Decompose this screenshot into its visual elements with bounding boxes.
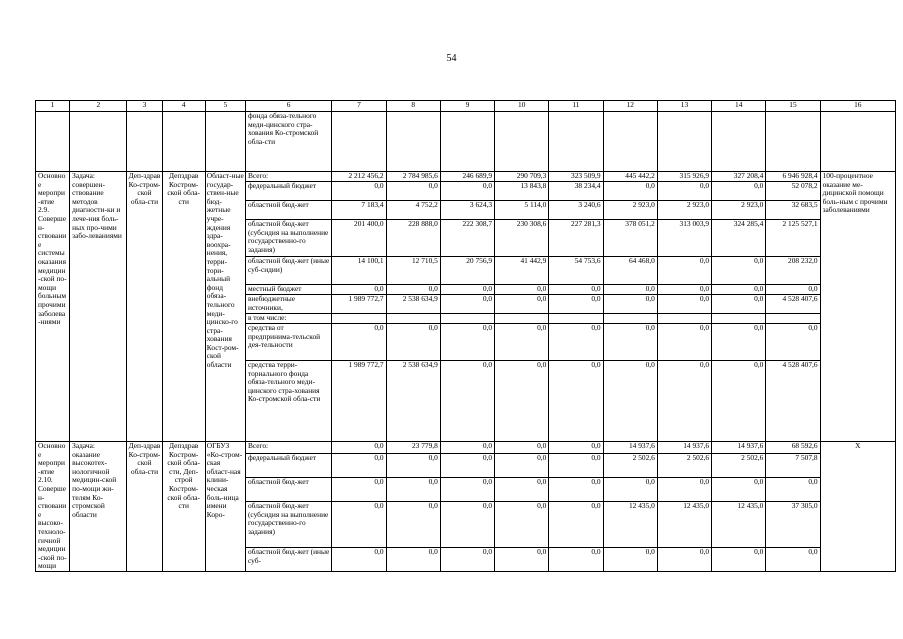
year-value-cell [712,314,766,324]
year-value-cell: 0,0 [440,324,494,361]
year-value-cell: 0,0 [657,182,711,201]
column-number: 10 [495,101,549,112]
funding-source: средства терри-ториального фонда обяза-тельного меди-цинского стра-хования Ко-стромской обла-сти [245,361,331,442]
funding-source: областной бюд-жет (иные суб-сидии) [245,257,331,285]
year-value-cell: 313 003,9 [657,220,711,257]
year-value-cell: 0,0 [549,501,603,547]
year-value-cell: 0,0 [603,361,657,442]
column-number: 16 [820,101,895,112]
column-number: 12 [603,101,657,112]
year-value-cell: 0,0 [495,454,549,478]
year-value-cell [495,314,549,324]
year-value-cell: 2 538 634,9 [386,295,440,314]
year-value-cell [440,314,494,324]
year-value-cell: 0,0 [332,548,386,572]
column-number: 1 [36,101,70,112]
year-value-cell: 2 784 985,6 [386,172,440,182]
year-value-cell: 0,0 [386,454,440,478]
task-description: Задача: оказание высокотех-нологичной медицин-ской по-мощи жи-телям Ко-стромской области [70,442,127,572]
table-row [36,172,896,182]
year-value-cell: 23 779,8 [386,442,440,454]
participants: ОГБУЗ «Ко-стром-ская област-ная клини-ческая боль-ница имени Коро- [205,442,245,572]
total-cell: 0,0 [766,324,820,361]
year-value-cell: 14 937,6 [603,442,657,454]
year-value-cell: 0,0 [712,324,766,361]
table-row [36,442,896,454]
year-value-cell: 378 051,2 [603,220,657,257]
year-value-cell: 5 114,0 [495,201,549,220]
total-cell: 0,0 [766,285,820,295]
funding-source: федеральный бюджет [245,454,331,478]
year-value-cell: 327 208,4 [712,172,766,182]
responsible-executor: Деп-здрав Ко-стром-ской обла-сти [127,442,162,572]
year-value-cell: 1 989 772,7 [332,361,386,442]
budget-table [35,100,896,572]
year-value-cell [657,314,711,324]
year-value-cell: 0,0 [549,361,603,442]
year-value-cell: 13 843,8 [495,182,549,201]
year-value-cell: 54 753,6 [549,257,603,285]
year-value-cell: 228 888,0 [386,220,440,257]
year-value-cell: 0,0 [332,501,386,547]
year-value-cell: 0,0 [495,285,549,295]
total-cell: 4 528 407,6 [766,361,820,442]
year-value-cell: 0,0 [386,285,440,295]
year-value-cell: 2 923,0 [603,201,657,220]
participants: Област-ные государ-ствен-ные бюд-жетные учре-ждения здра-воохра-нения, терри-тори-альный фонд обяза-тельного меди-цинско-го стра-хования Кост-ром-ской области [205,172,245,442]
year-value-cell: 0,0 [603,548,657,572]
total-cell: 4 528 407,6 [766,295,820,314]
funding-source: в том числе: [245,314,331,324]
year-value-cell: 0,0 [549,454,603,478]
total-cell: 2 125 527,1 [766,220,820,257]
year-value-cell: 2 212 456,2 [332,172,386,182]
year-value-cell: 222 308,7 [440,220,494,257]
year-value-cell: 0,0 [495,324,549,361]
year-value-cell: 41 442,9 [495,257,549,285]
year-value-cell: 2 502,6 [603,454,657,478]
funding-source: средства от предпринима-тельской дея-тельности [245,324,331,361]
year-value-cell: 0,0 [603,182,657,201]
year-value-cell: 0,0 [440,478,494,502]
funding-source: федеральный бюджет [245,182,331,201]
year-value-cell: 0,0 [332,324,386,361]
funding-source: Всего: [245,172,331,182]
column-number: 13 [657,101,711,112]
year-value-cell: 230 308,6 [495,220,549,257]
co-executor: Депздрав Костром-ской обла-сти [162,172,205,442]
year-value-cell: 0,0 [495,295,549,314]
column-number: 5 [205,101,245,112]
year-value-cell: 2 502,6 [712,454,766,478]
year-value-cell: 0,0 [495,361,549,442]
year-value-cell: 0,0 [603,295,657,314]
column-number: 11 [549,101,603,112]
year-value-cell: 0,0 [657,478,711,502]
total-cell: 7 507,8 [766,454,820,478]
year-value-cell: 0,0 [657,361,711,442]
year-value-cell: 12 435,0 [712,501,766,547]
continuation-row [36,112,896,172]
expected-result: 100-процентное оказание ме-дицинской помощи боль-ным с прочими заболеваниями [820,172,895,442]
year-value-cell: 14 937,6 [712,442,766,454]
year-value-cell: 0,0 [495,548,549,572]
year-value-cell: 0,0 [603,285,657,295]
column-number: 15 [766,101,820,112]
year-value-cell: 0,0 [440,285,494,295]
year-value-cell: 20 756,9 [440,257,494,285]
column-number: 7 [332,101,386,112]
co-executor: Депздрав Костром-ской обла-сти, Деп-строй Костром-ской обла-сти [162,442,205,572]
year-value-cell: 1 989 772,7 [332,295,386,314]
year-value-cell: 14 937,6 [657,442,711,454]
year-value-cell: 0,0 [386,548,440,572]
year-value-cell: 0,0 [332,285,386,295]
expected-result: Х [820,442,895,572]
year-value-cell: 0,0 [657,324,711,361]
year-value-cell: 0,0 [386,182,440,201]
year-value-cell: 0,0 [603,478,657,502]
funding-source: областной бюд-жет (иные суб- [245,548,331,572]
column-number: 9 [440,101,494,112]
year-value-cell: 0,0 [332,478,386,502]
column-number: 4 [162,101,205,112]
total-cell [766,314,820,324]
year-value-cell: 324 285,4 [712,220,766,257]
year-value-cell [549,314,603,324]
year-value-cell: 0,0 [440,361,494,442]
year-value-cell: 0,0 [386,478,440,502]
total-cell: 6 946 928,4 [766,172,820,182]
year-value-cell: 38 234,4 [549,182,603,201]
year-value-cell: 201 400,0 [332,220,386,257]
column-number: 2 [70,101,127,112]
year-value-cell: 0,0 [712,295,766,314]
year-value-cell: 0,0 [386,324,440,361]
year-value-cell: 12 435,0 [657,501,711,547]
total-cell: 0,0 [766,478,820,502]
year-value-cell: 0,0 [657,295,711,314]
year-value-cell: 0,0 [657,285,711,295]
total-cell: 32 683,5 [766,201,820,220]
year-value-cell: 0,0 [712,257,766,285]
year-value-cell: 4 752,2 [386,201,440,220]
year-value-cell: 14 100,1 [332,257,386,285]
year-value-cell: 0,0 [549,478,603,502]
measure-name: Основное меропри-ятие 2.9. Совершен-ствование системы оказания медицин-ской по-мощи больным прочими заболева-ниями [36,172,70,442]
year-value-cell: 0,0 [657,548,711,572]
column-number: 14 [712,101,766,112]
year-value-cell: 227 281,3 [549,220,603,257]
year-value-cell: 7 183,4 [332,201,386,220]
task-description: Задача: совершен-ствование методов диагности-ки и лече-ния боль-ных про-чими забо-леваниями [70,172,127,442]
year-value-cell: 2 502,6 [657,454,711,478]
funding-source: внебюджетные источники, [245,295,331,314]
year-value-cell: 0,0 [549,442,603,454]
year-value-cell: 0,0 [332,442,386,454]
year-value-cell: 0,0 [712,361,766,442]
year-value-cell: 0,0 [712,478,766,502]
year-value-cell: 2 538 634,9 [386,361,440,442]
total-cell: 0,0 [766,548,820,572]
year-value-cell: 0,0 [549,285,603,295]
year-value-cell: 0,0 [440,295,494,314]
year-value-cell: 0,0 [712,285,766,295]
year-value-cell: 0,0 [712,548,766,572]
column-number: 3 [127,101,162,112]
year-value-cell: 12 710,5 [386,257,440,285]
year-value-cell: 0,0 [549,548,603,572]
year-value-cell: 0,0 [440,548,494,572]
funding-source: областной бюд-жет [245,478,331,502]
year-value-cell: 0,0 [712,182,766,201]
year-value-cell: 0,0 [386,501,440,547]
total-cell: 52 078,2 [766,182,820,201]
year-value-cell: 246 689,9 [440,172,494,182]
year-value-cell: 3 624,3 [440,201,494,220]
total-cell: 208 232,0 [766,257,820,285]
year-value-cell: 0,0 [332,182,386,201]
year-value-cell: 0,0 [440,501,494,547]
total-cell: 37 305,0 [766,501,820,547]
year-value-cell: 0,0 [657,257,711,285]
year-value-cell: 0,0 [332,454,386,478]
total-cell: 68 592,6 [766,442,820,454]
year-value-cell: 323 509,9 [549,172,603,182]
page-number: 54 [446,53,457,64]
year-value-cell: 0,0 [495,501,549,547]
year-value-cell: 290 709,3 [495,172,549,182]
year-value-cell: 2 923,0 [657,201,711,220]
funding-source: местный бюджет [245,285,331,295]
funding-source: областной бюд-жет (субсидия на выполнение государственно-го задания) [245,220,331,257]
funding-source: областной бюд-жет [245,201,331,220]
responsible-executor: Деп-здрав Ко-стром-ской обла-сти [127,172,162,442]
column-number: 8 [386,101,440,112]
year-value-cell: 0,0 [495,442,549,454]
year-value-cell: 0,0 [440,442,494,454]
year-value-cell: 315 926,9 [657,172,711,182]
year-value-cell: 64 468,0 [603,257,657,285]
funding-source: фонда обяза-тельного меди-цинского стра-хования Ко-стромской обла-сти [245,112,331,172]
year-value-cell: 0,0 [440,454,494,478]
year-value-cell [603,314,657,324]
funding-source: областной бюд-жет (субсидия на выполнение государственно-го задания) [245,501,331,547]
year-value-cell: 0,0 [549,295,603,314]
column-number: 6 [245,101,331,112]
column-number-row [36,101,896,112]
year-value-cell [386,314,440,324]
funding-source: Всего: [245,442,331,454]
measure-name: Основное меропри-ятие 2.10. Совершен-ствование высоко-техноло-гичной медицин-ской по-мощи [36,442,70,572]
year-value-cell [332,314,386,324]
year-value-cell: 2 923,0 [712,201,766,220]
year-value-cell: 3 240,6 [549,201,603,220]
year-value-cell: 0,0 [440,182,494,201]
year-value-cell: 0,0 [495,478,549,502]
year-value-cell: 12 435,0 [603,501,657,547]
year-value-cell: 445 442,2 [603,172,657,182]
year-value-cell: 0,0 [603,324,657,361]
year-value-cell: 0,0 [549,324,603,361]
